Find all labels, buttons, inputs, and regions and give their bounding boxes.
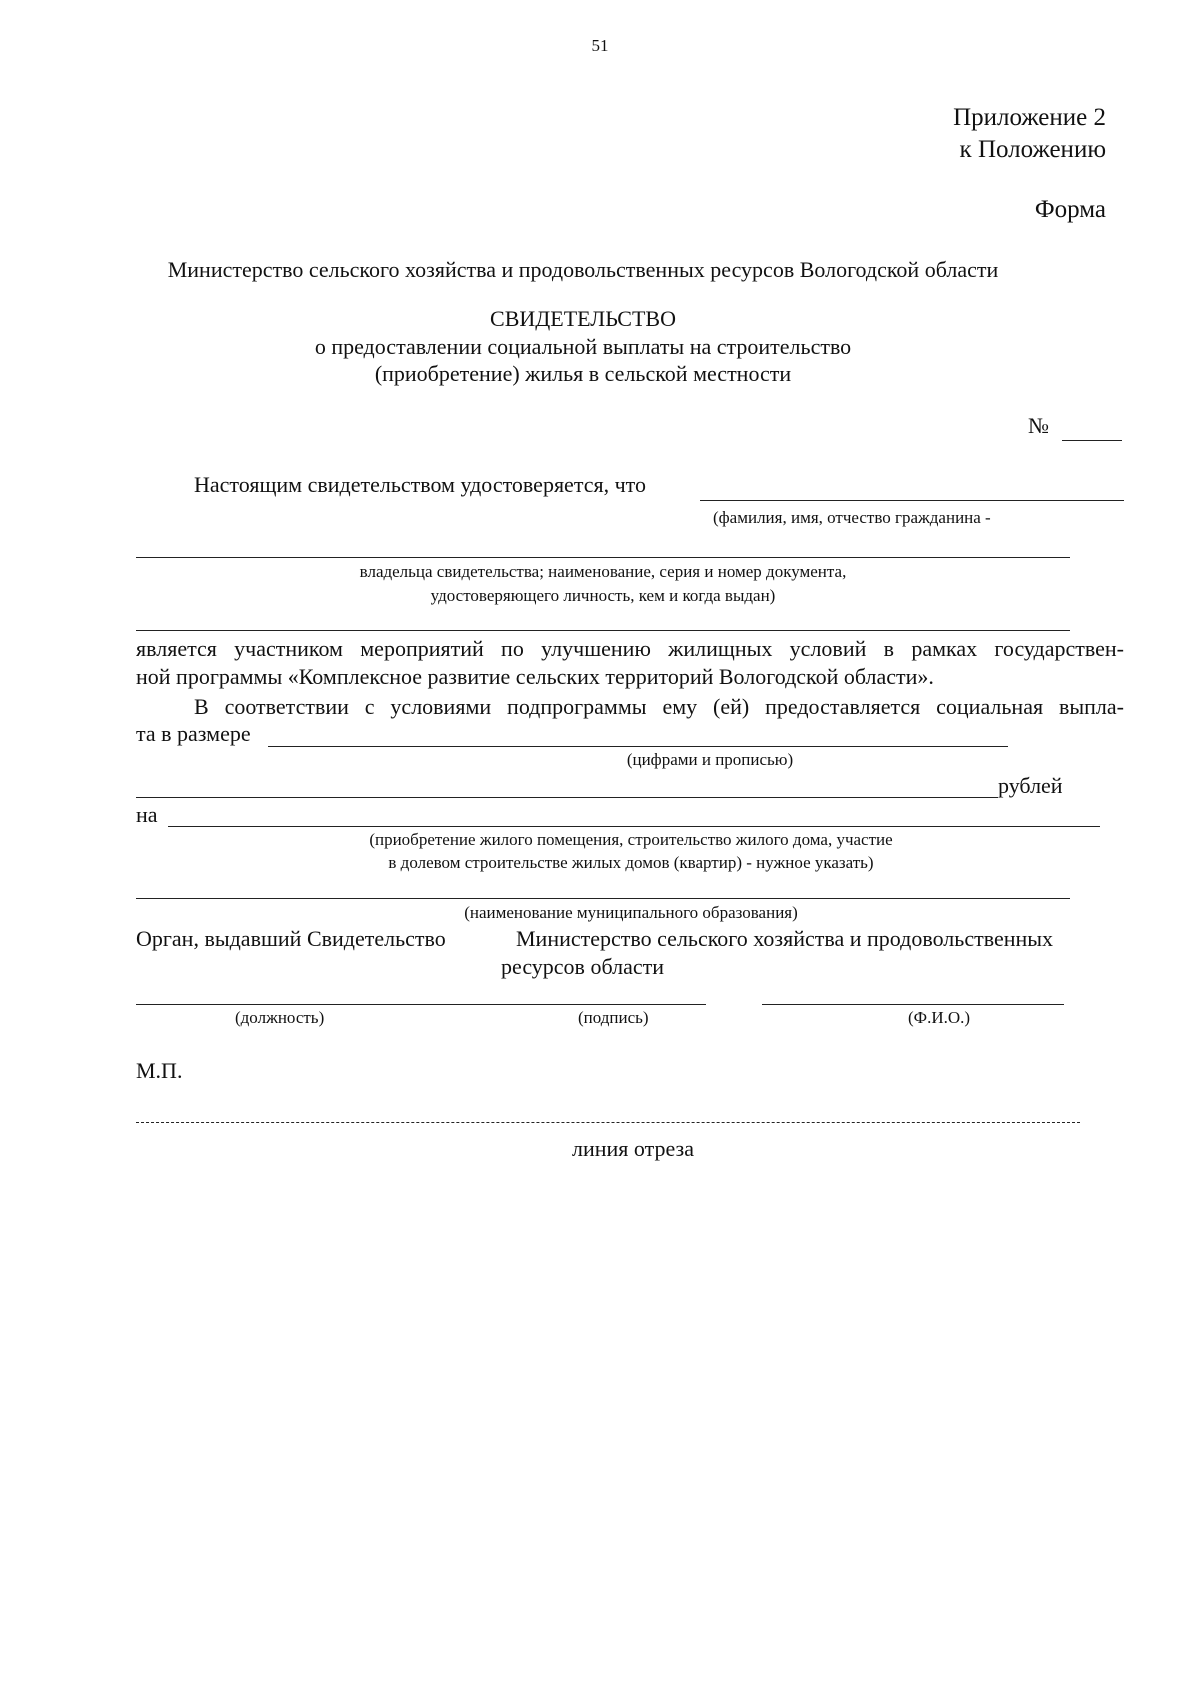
hint-owner-1: владельца свидетельства; наименование, серия и номер документа,: [359, 562, 847, 581]
ministry-name: Министерство сельского хозяйства и продовольственных ресурсов Вологодской области: [167, 257, 999, 282]
paragraph-2-prefix: та в размере: [136, 721, 251, 746]
cut-line: [136, 1122, 1080, 1123]
number-label: №: [1028, 413, 1049, 438]
issuer-name-2: ресурсов области: [501, 954, 664, 979]
hint-amount: (цифрами и прописью): [626, 750, 794, 769]
issuer-label: Орган, выдавший Свидетельство: [136, 926, 446, 951]
fio-signature-field-line[interactable]: [762, 1004, 1064, 1005]
hint-purpose-1: (приобретение жилого помещения, строительство жилого дома, участие: [369, 830, 893, 849]
on-label: на: [136, 802, 158, 827]
certificate-subtitle-1: о предоставлении социальной выплаты на строительство: [314, 334, 852, 359]
certificate-subtitle-2: (приобретение) жилья в сельской местности: [374, 361, 792, 386]
appendix-label: Приложение 2: [953, 104, 1106, 131]
issuer-name-1: Министерство сельского хозяйства и продовольственных: [516, 926, 1054, 951]
hint-municipality: (наименование муниципального образования): [464, 903, 798, 922]
fio-hint: (Ф.И.О.): [908, 1008, 971, 1027]
purpose-field-line[interactable]: [168, 826, 1100, 827]
certify-text: Настоящим свидетельством удостоверяется, что: [194, 472, 646, 497]
stamp-place: М.П.: [136, 1058, 183, 1083]
document-field-line[interactable]: [136, 630, 1070, 631]
amount-field-line[interactable]: [268, 746, 1008, 747]
signature-hint: (подпись): [578, 1008, 649, 1027]
hint-owner-2: удостоверяющего личность, кем и когда выдан): [430, 586, 776, 605]
cut-line-label: линия отреза: [572, 1136, 694, 1161]
owner-field-line[interactable]: [136, 557, 1070, 558]
number-field-line[interactable]: [1062, 440, 1122, 441]
fio-field-line[interactable]: [700, 500, 1124, 501]
position-signature-field-line[interactable]: [136, 1004, 706, 1005]
amount-words-field-line[interactable]: [136, 797, 998, 798]
paragraph-1-line-1: является участником мероприятий по улучшению жилищных условий в рамках государствен-: [136, 636, 1124, 661]
paragraph-2-line-1: В соответствии с условиями подпрограммы ему (ей) предоставляется социальная выпла-: [194, 694, 1124, 719]
hint-purpose-2: в долевом строительстве жилых домов (квартир) - нужное указать): [388, 853, 874, 872]
municipality-field-line[interactable]: [136, 898, 1070, 899]
position-hint: (должность): [235, 1008, 325, 1027]
rubles-label: рублей: [998, 773, 1063, 798]
hint-fio: (фамилия, имя, отчество гражданина -: [713, 508, 991, 527]
certificate-title: СВИДЕТЕЛЬСТВО: [490, 306, 676, 331]
form-label: Форма: [1034, 196, 1106, 223]
regulation-label: к Положению: [959, 136, 1106, 163]
page-number: 51: [591, 36, 609, 55]
paragraph-1-line-2: ной программы «Комплексное развитие сельских территорий Вологодской области».: [136, 664, 934, 689]
